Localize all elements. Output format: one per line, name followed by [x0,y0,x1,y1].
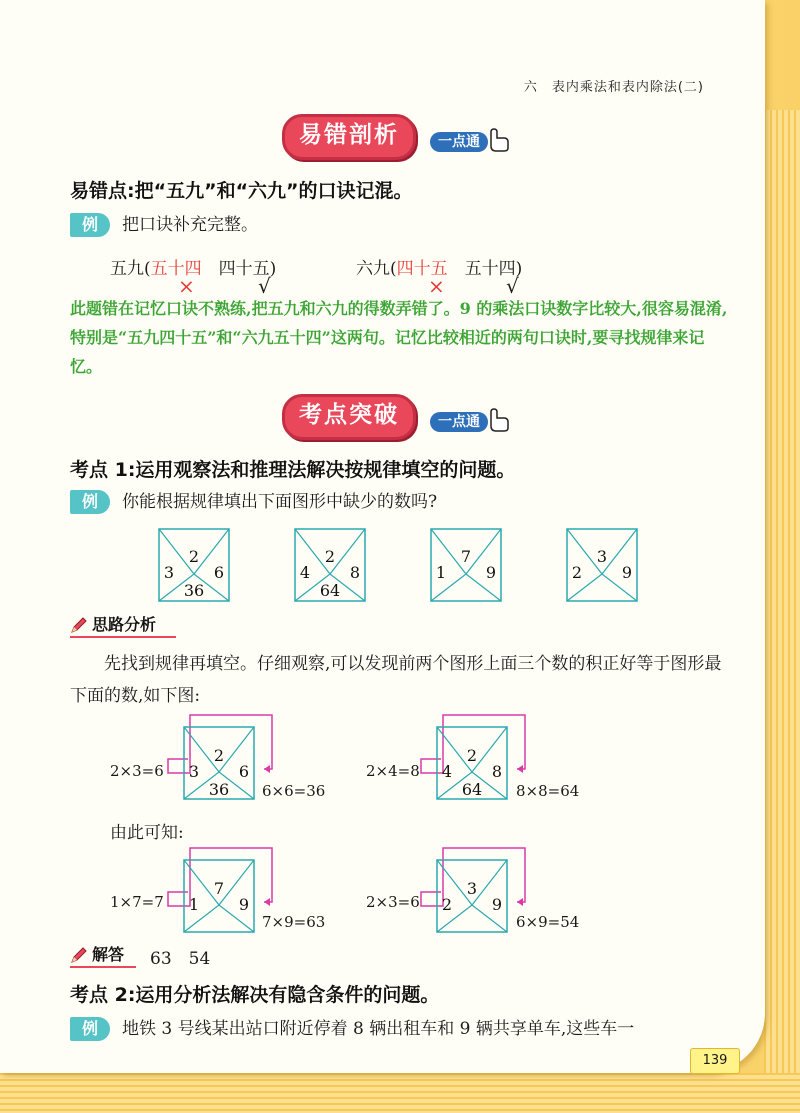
pencil-icon [70,946,88,964]
equation-left: 2×4=8 [366,762,420,780]
puzzle-figure-3 [430,528,502,602]
fig-left: 3 [163,563,175,582]
pointing-hand-icon [488,126,510,152]
answer-underline [70,966,136,968]
puzzle-figure-2 [294,528,366,602]
fig-left: 2 [441,895,453,914]
fig-right: 9 [485,563,497,582]
fig-top: 7 [213,879,225,898]
example-text: 地铁 3 号线某出站口附近停着 8 辆出租车和 9 辆共享单车,这些车一 [122,1019,635,1039]
fig-top: 7 [460,547,472,566]
page-number: 139 [690,1048,740,1074]
puzzle-figure-4 [566,528,638,602]
mistake-title: 易错点:把“五九”和“六九”的口诀记混。 [70,180,413,202]
chapter-header: 六 表内乘法和表内除法(二) [523,80,704,95]
fig-top: 2 [324,547,336,566]
analysis-label: 思路分析 [92,615,157,634]
solved-figure-2 [413,846,533,936]
equation-left: 1×7=7 [110,893,164,911]
fig-left: 4 [299,563,311,582]
equation-right: 8×8=64 [516,782,580,800]
page-stack-bottom [0,1073,800,1113]
fig-left: 1 [188,895,200,914]
fig-bottom: 36 [183,581,205,600]
example-badge: 例 [70,213,110,237]
fig-top: 3 [596,547,608,566]
equation-right: 7×9=63 [262,913,326,931]
banner-tag: 一点通 [430,132,488,152]
fig-top: 2 [213,746,225,765]
fig-right: 9 [238,895,250,914]
banner-key-points [282,394,522,438]
example-badge: 例 [70,1017,110,1041]
conclusion-text: 由此可知: [110,823,184,843]
fig-bottom: 36 [208,780,230,799]
analysis-text: 先找到规律再填空。仔细观察,可以发现前两个图形上面三个数的积正好等于图形最下面的数,如下图: [70,654,722,706]
fig-top: 3 [466,879,478,898]
fig-right: 6 [213,563,225,582]
q1-prefix: 五九( [110,259,151,279]
example-text: 你能根据规律填出下面图形中缺少的数吗? [122,492,438,512]
equation-left: 2×3=6 [366,893,420,911]
example-text: 把口诀补充完整。 [122,215,258,235]
equation-left: 2×3=6 [110,762,164,780]
banner-title: 考点突破 [282,394,416,440]
fig-left: 1 [435,563,447,582]
fig-bottom: 64 [461,780,483,799]
q2-wrong-answer: 四十五 [396,259,448,279]
point1-title: 考点 1:运用观察法和推理法解决按规律填空的问题。 [70,459,516,481]
fig-right: 8 [491,762,503,781]
q2-correct-answer: 五十四) [464,259,523,279]
pencil-icon [70,616,88,634]
check-mark-icon: √ [258,274,271,298]
fig-top: 2 [188,547,200,566]
wrong-mark-icon: × [428,274,445,298]
fig-right: 9 [621,563,633,582]
fig-left: 4 [441,762,453,781]
banner-mistake [282,114,522,158]
q2-prefix: 六九( [356,259,397,279]
fig-left: 3 [188,762,200,781]
answer-text: 63 54 [150,949,211,969]
banner-title: 易错剖析 [282,114,416,160]
fig-top: 2 [466,746,478,765]
fig-right: 8 [349,563,361,582]
fig-left: 2 [571,563,583,582]
mistake-analysis: 此题错在记忆口诀不熟练,把五九和六九的得数弄错了。9 的乘法口诀数字比较大,很容易混淆,特别是“五九四十五”和“六九五十四”这两句。记忆比较相近的两句口诀时,要寻找规律来记忆。 [70,299,728,376]
fig-right: 9 [491,895,503,914]
equation-right: 6×6=36 [262,782,326,800]
puzzle-figure-1 [158,528,230,602]
q1-wrong-answer: 五十四 [150,259,202,279]
analysis-underline [70,636,176,638]
fig-right: 6 [238,762,250,781]
answer-label: 解答 [92,945,125,964]
fig-bottom: 64 [319,581,341,600]
point2-title: 考点 2:运用分析法解决有隐含条件的问题。 [70,984,440,1006]
q1-correct-answer: 四十五) [218,259,277,279]
example-badge: 例 [70,490,110,514]
page-stack-right [764,110,800,1110]
pointing-hand-icon [488,406,510,432]
explained-figure-2 [413,713,533,803]
wrong-mark-icon: × [178,274,195,298]
banner-tag: 一点通 [430,412,488,432]
equation-right: 6×9=54 [516,913,580,931]
check-mark-icon: √ [506,274,519,298]
